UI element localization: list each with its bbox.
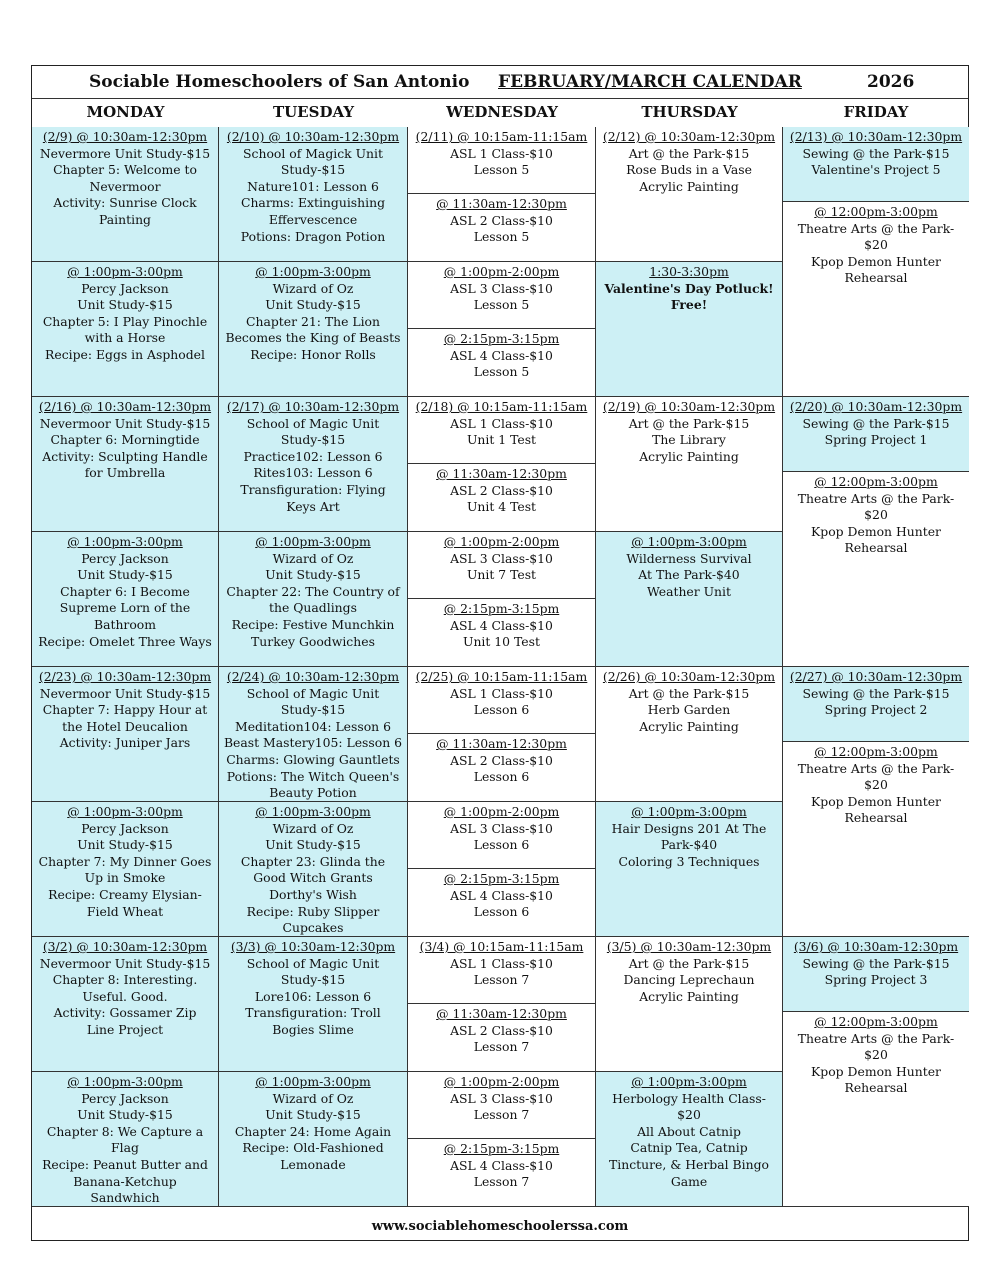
mon-afternoon-event <box>32 1072 219 1207</box>
event-time: @ 2:15pm-3:15pm <box>443 1141 560 1156</box>
event-details: ASL 4 Class-$10 Lesson 6 <box>450 887 553 920</box>
mon-afternoon-event <box>32 262 219 397</box>
website-footer: www.sociablehomeschoolerssa.com <box>371 1219 629 1234</box>
fri-morning-event <box>783 937 969 1012</box>
fri-afternoon-event <box>783 1012 969 1207</box>
event-time: (3/6) @ 10:30am-12:30pm <box>793 939 959 954</box>
event-details: Theatre Arts @ the Park- $20 Kpop Demon Hunter Rehearsal <box>797 1030 955 1096</box>
event-details: Valentine's Day Potluck! Free! <box>604 280 774 313</box>
tue-morning-event <box>219 127 408 262</box>
tue-morning-event <box>219 397 408 532</box>
day-wednesday: WEDNESDAY <box>446 103 558 121</box>
mon-morning-event <box>32 127 219 262</box>
tue-afternoon-event <box>219 1072 408 1207</box>
event-time: @ 1:00pm-2:00pm <box>443 804 560 819</box>
event-details: Wizard of Oz Unit Study-$15 Chapter 23: Glinda the Good Witch Grants Dorthy's Wish Recipe: Ruby Slipper Cupcakes <box>240 820 386 936</box>
event-details: ASL 1 Class-$10 Lesson 6 <box>450 685 553 718</box>
event-time: (3/4) @ 10:15am-11:15am <box>419 939 584 954</box>
wed-asl-class-4 <box>408 1139 596 1207</box>
event-time: @ 1:00pm-3:00pm <box>67 264 183 279</box>
event-time: (3/5) @ 10:30am-12:30pm <box>606 939 772 954</box>
day-monday: MONDAY <box>86 103 165 121</box>
event-details: Wizard of Oz Unit Study-$15 Chapter 24: Home Again Recipe: Old-Fashioned Lemonade <box>234 1090 392 1172</box>
org-name: Sociable Homeschoolers of San Antonio <box>89 72 470 92</box>
event-time: (2/13) @ 10:30am-12:30pm <box>789 129 963 144</box>
event-time: 1:30-3:30pm <box>649 264 729 279</box>
weekday-header-row <box>32 98 968 128</box>
event-time: @ 1:00pm-3:00pm <box>67 534 183 549</box>
wed-asl-class-3 <box>408 802 596 869</box>
event-details: Sewing @ the Park-$15 Spring Project 2 <box>802 685 950 718</box>
event-details: Percy Jackson Unit Study-$15 Chapter 5: I Play Pinochle with a Horse Recipe: Eggs in Asphodel <box>42 280 208 362</box>
event-details: ASL 1 Class-$10 Unit 1 Test <box>450 415 553 448</box>
thu-morning-event <box>596 937 783 1072</box>
event-time: @ 1:00pm-3:00pm <box>255 804 371 819</box>
event-details: Wilderness Survival At The Park-$40 Weather Unit <box>626 550 752 599</box>
wed-asl-class-3 <box>408 262 596 329</box>
event-time: @ 1:00pm-3:00pm <box>631 534 747 549</box>
event-details: School of Magic Unit Study-$15 Lore106: Lesson 6 Transfiguration: Troll Bogies Slime <box>245 955 381 1037</box>
event-time: (2/11) @ 10:15am-11:15am <box>415 129 588 144</box>
fri-afternoon-event <box>783 202 969 397</box>
event-details: ASL 4 Class-$10 Lesson 7 <box>450 1157 553 1190</box>
event-time: (2/17) @ 10:30am-12:30pm <box>226 399 400 414</box>
event-details: ASL 4 Class-$10 Unit 10 Test <box>450 617 553 650</box>
event-details: ASL 2 Class-$10 Lesson 7 <box>450 1022 553 1055</box>
event-details: Hair Designs 201 At The Park-$40 Coloring 3 Techniques <box>611 820 767 869</box>
event-details: ASL 2 Class-$10 Lesson 5 <box>450 212 553 245</box>
tue-morning-event <box>219 667 408 802</box>
event-time: (2/25) @ 10:15am-11:15am <box>415 669 588 684</box>
event-time: @ 2:15pm-3:15pm <box>443 601 560 616</box>
event-time: (2/9) @ 10:30am-12:30pm <box>42 129 208 144</box>
event-time: @ 12:00pm-3:00pm <box>814 474 938 489</box>
event-time: @ 1:00pm-3:00pm <box>67 804 183 819</box>
wed-asl-class-4 <box>408 869 596 937</box>
event-time: (2/19) @ 10:30am-12:30pm <box>602 399 776 414</box>
event-details: Art @ the Park-$15 The Library Acrylic Painting <box>628 415 750 464</box>
calendar-year: 2026 <box>867 72 915 92</box>
thu-afternoon-event <box>596 1072 783 1207</box>
wed-asl-class-4 <box>408 329 596 397</box>
thu-afternoon-event <box>596 532 783 667</box>
event-time: @ 1:00pm-3:00pm <box>67 1074 183 1089</box>
event-time: @ 11:30am-12:30pm <box>436 1006 567 1021</box>
thu-afternoon-event <box>596 802 783 937</box>
event-time: @ 2:15pm-3:15pm <box>443 871 560 886</box>
mon-morning-event <box>32 937 219 1072</box>
event-time: (2/26) @ 10:30am-12:30pm <box>602 669 776 684</box>
event-details: Sewing @ the Park-$15 Spring Project 1 <box>802 415 950 448</box>
day-thursday: THURSDAY <box>641 103 738 121</box>
event-details: ASL 1 Class-$10 Lesson 5 <box>450 145 553 178</box>
event-time: @ 1:00pm-2:00pm <box>443 264 560 279</box>
event-time: (2/16) @ 10:30am-12:30pm <box>38 399 212 414</box>
event-time: (2/10) @ 10:30am-12:30pm <box>226 129 400 144</box>
mon-afternoon-event <box>32 802 219 937</box>
wed-asl-class-4 <box>408 599 596 667</box>
wed-asl-class-2 <box>408 734 596 802</box>
event-time: (3/3) @ 10:30am-12:30pm <box>230 939 396 954</box>
day-friday: FRIDAY <box>843 103 909 121</box>
event-details: ASL 3 Class-$10 Unit 7 Test <box>450 550 553 583</box>
fri-morning-event <box>783 127 969 202</box>
event-details: Wizard of Oz Unit Study-$15 Chapter 22: The Country of the Quadlings Recipe: Festive Munchkin Turkey Goodwiches <box>226 550 400 649</box>
event-details: ASL 4 Class-$10 Lesson 5 <box>450 347 553 380</box>
event-details: Theatre Arts @ the Park- $20 Kpop Demon Hunter Rehearsal <box>797 490 955 556</box>
event-time: @ 1:00pm-3:00pm <box>255 264 371 279</box>
event-time: @ 2:15pm-3:15pm <box>443 331 560 346</box>
wed-asl-class-3 <box>408 1072 596 1139</box>
event-time: @ 1:00pm-2:00pm <box>443 534 560 549</box>
event-details: School of Magic Unit Study-$15 Meditation104: Lesson 6 Beast Mastery105: Lesson 6 Charms: Glowing Gauntlets Potions: The Witch Queen's Beauty Potion <box>223 685 403 801</box>
event-details: Theatre Arts @ the Park- $20 Kpop Demon Hunter Rehearsal <box>797 220 955 286</box>
event-time: (2/20) @ 10:30am-12:30pm <box>789 399 963 414</box>
mon-morning-event <box>32 397 219 532</box>
event-time: (3/2) @ 10:30am-12:30pm <box>42 939 208 954</box>
event-details: Art @ the Park-$15 Herb Garden Acrylic Painting <box>628 685 750 734</box>
wed-asl-class-1 <box>408 397 596 464</box>
event-details: Sewing @ the Park-$15 Spring Project 3 <box>802 955 950 988</box>
event-details: Nevermoor Unit Study-$15 Chapter 6: Morningtide Activity: Sculpting Handle for Umbrella <box>39 415 211 481</box>
event-details: Art @ the Park-$15 Dancing Leprechaun Acrylic Painting <box>623 955 755 1004</box>
thu-morning-event <box>596 127 783 262</box>
thu-afternoon-event <box>596 262 783 397</box>
thu-morning-event <box>596 397 783 532</box>
event-time: @ 12:00pm-3:00pm <box>814 744 938 759</box>
event-details: Wizard of Oz Unit Study-$15 Chapter 21: The Lion Becomes the King of Beasts Recipe: Honor Rolls <box>225 280 401 362</box>
wed-asl-class-3 <box>408 532 596 599</box>
wed-asl-class-1 <box>408 667 596 734</box>
event-details: ASL 3 Class-$10 Lesson 5 <box>450 280 553 313</box>
mon-morning-event <box>32 667 219 802</box>
calendar-title: FEBRUARY/MARCH CALENDAR <box>498 72 802 92</box>
event-details: ASL 1 Class-$10 Lesson 7 <box>450 955 553 988</box>
event-time: (2/24) @ 10:30am-12:30pm <box>226 669 400 684</box>
event-details: Nevermoor Unit Study-$15 Chapter 7: Happy Hour at the Hotel Deucalion Activity: Juniper Jars <box>39 685 211 751</box>
calendar-header <box>32 66 968 99</box>
wed-asl-class-2 <box>408 464 596 532</box>
tue-morning-event <box>219 937 408 1072</box>
event-details: ASL 2 Class-$10 Unit 4 Test <box>450 482 553 515</box>
mon-afternoon-event <box>32 532 219 667</box>
event-time: @ 11:30am-12:30pm <box>436 466 567 481</box>
event-details: Percy Jackson Unit Study-$15 Chapter 7: My Dinner Goes Up in Smoke Recipe: Creamy Elysian- Field Wheat <box>38 820 212 919</box>
event-time: @ 1:00pm-3:00pm <box>255 534 371 549</box>
tue-afternoon-event <box>219 532 408 667</box>
fri-afternoon-event <box>783 472 969 667</box>
event-details: Art @ the Park-$15 Rose Buds in a Vase Acrylic Painting <box>626 145 752 194</box>
fri-morning-event <box>783 397 969 472</box>
wed-asl-class-2 <box>408 1004 596 1072</box>
event-details: Percy Jackson Unit Study-$15 Chapter 6: I Become Supreme Lorn of the Bathroom Recipe: Omelet Three Ways <box>38 550 212 649</box>
tue-afternoon-event <box>219 802 408 937</box>
event-time: @ 1:00pm-2:00pm <box>443 1074 560 1089</box>
event-time: (2/18) @ 10:15am-11:15am <box>415 399 588 414</box>
event-details: Percy Jackson Unit Study-$15 Chapter 8: We Capture a Flag Recipe: Peanut Butter and Banana-Ketchup Sandwhich <box>42 1090 208 1206</box>
event-time: @ 1:00pm-3:00pm <box>631 1074 747 1089</box>
event-details: Theatre Arts @ the Park- $20 Kpop Demon Hunter Rehearsal <box>797 760 955 826</box>
event-time: @ 11:30am-12:30pm <box>436 196 567 211</box>
event-details: ASL 3 Class-$10 Lesson 6 <box>450 820 553 853</box>
event-details: School of Magic Unit Study-$15 Practice102: Lesson 6 Rites103: Lesson 6 Transfiguration: Flying Keys Art <box>240 415 386 514</box>
event-details: ASL 2 Class-$10 Lesson 6 <box>450 752 553 785</box>
event-details: School of Magick Unit Study-$15 Nature101: Lesson 6 Charms: Extinguishing Effervescence Potions: Dragon Potion <box>240 145 386 244</box>
event-time: (2/23) @ 10:30am-12:30pm <box>38 669 212 684</box>
event-details: Sewing @ the Park-$15 Valentine's Project 5 <box>802 145 950 178</box>
event-details: Nevermoor Unit Study-$15 Chapter 8: Interesting. Useful. Good. Activity: Gossamer Zip Line Project <box>39 955 211 1037</box>
event-details: Nevermore Unit Study-$15 Chapter 5: Welcome to Nevermoor Activity: Sunrise Clock Painting <box>39 145 211 227</box>
event-time: @ 1:00pm-3:00pm <box>631 804 747 819</box>
fri-afternoon-event <box>783 742 969 937</box>
event-time: @ 1:00pm-3:00pm <box>255 1074 371 1089</box>
day-tuesday: TUESDAY <box>272 103 355 121</box>
event-time: @ 11:30am-12:30pm <box>436 736 567 751</box>
event-time: (2/27) @ 10:30am-12:30pm <box>789 669 963 684</box>
calendar-table <box>31 65 969 1241</box>
event-time: (2/12) @ 10:30am-12:30pm <box>602 129 776 144</box>
fri-morning-event <box>783 667 969 742</box>
event-details: Herbology Health Class- $20 All About Catnip Catnip Tea, Catnip Tincture, & Herbal Bingo Game <box>609 1090 769 1189</box>
thu-morning-event <box>596 667 783 802</box>
wed-asl-class-2 <box>408 194 596 262</box>
wed-asl-class-1 <box>408 127 596 194</box>
event-details: ASL 3 Class-$10 Lesson 7 <box>450 1090 553 1123</box>
event-time: @ 12:00pm-3:00pm <box>814 1014 938 1029</box>
event-time: @ 12:00pm-3:00pm <box>814 204 938 219</box>
wed-asl-class-1 <box>408 937 596 1004</box>
tue-afternoon-event <box>219 262 408 397</box>
